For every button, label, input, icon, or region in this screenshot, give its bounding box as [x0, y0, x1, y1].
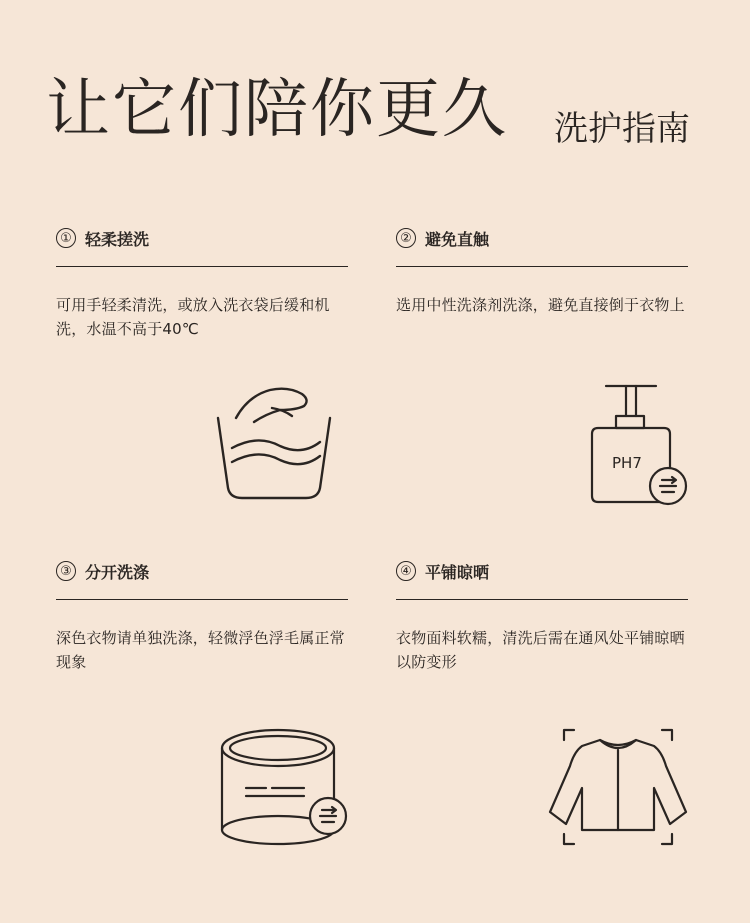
step-number: ④ — [396, 561, 416, 581]
card-description: 深色衣物请单独洗涤，轻微浮色浮毛属正常现象 — [56, 629, 345, 671]
step-number: ① — [56, 228, 76, 248]
card-title: 平铺晾晒 — [425, 562, 490, 582]
page-subtitle: 洗护指南 — [554, 109, 690, 149]
step-number: ③ — [56, 561, 76, 581]
card-description: 衣物面料软糯，清洗后需在通风处平铺晾晒以防变形 — [396, 629, 685, 671]
step-number: ② — [396, 228, 416, 248]
divider — [56, 266, 348, 267]
page-title: 让它们陪你更久 — [46, 73, 508, 147]
care-card-flat-dry — [396, 557, 688, 674]
ph-label: PH7 — [612, 454, 642, 472]
care-card-gentle-wash — [56, 224, 348, 341]
hand-wash-icon — [214, 384, 334, 502]
divider — [56, 599, 348, 600]
card-title: 避免直触 — [425, 229, 490, 249]
flat-dry-shirt-icon — [546, 726, 690, 848]
divider — [396, 266, 688, 267]
card-description: 可用手轻柔清洗，或放入洗衣袋后缓和机洗，水温不高于40℃ — [56, 296, 330, 338]
separate-wash-tub-icon — [218, 726, 352, 848]
card-title: 轻柔搓洗 — [85, 229, 150, 249]
card-description: 选用中性洗涤剂洗涤，避免直接倒于衣物上 — [396, 296, 685, 314]
card-title: 分开洗涤 — [85, 562, 150, 582]
divider — [396, 599, 688, 600]
care-card-separate-wash — [56, 557, 348, 674]
detergent-bottle-icon — [586, 382, 692, 506]
care-card-avoid-direct — [396, 224, 688, 317]
